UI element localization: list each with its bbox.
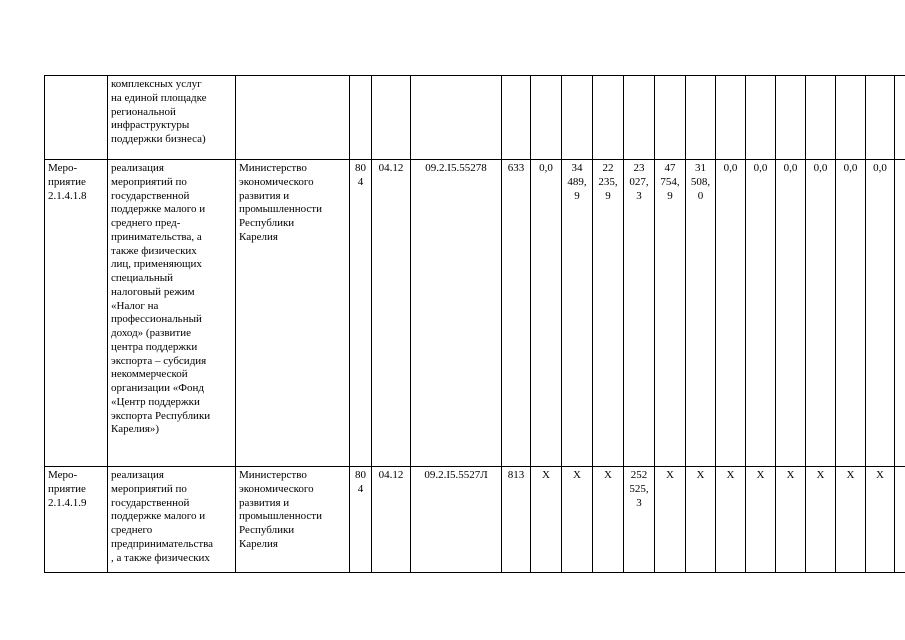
measure-description-cell: комплексных услуг на единой площадке региональной инфраструктуры поддержки бизнеса) (108, 76, 236, 160)
amount-cell-1: 0,0 (531, 160, 562, 467)
amount-cell-4 (624, 76, 655, 160)
amount-cell-12: 0,0 (866, 160, 895, 467)
amount-cell-8: X (746, 467, 776, 573)
section-code-cell: 04.12 (372, 160, 411, 467)
measure-name-cell: Меро- приятие 2.1.4.1.9 (45, 467, 108, 573)
section-code-cell (372, 76, 411, 160)
amount-cell-1 (531, 76, 562, 160)
amount-cell-6: 31 508, 0 (686, 160, 716, 467)
amount-cell-9: X (776, 467, 806, 573)
expense-type-code-cell: 633 (502, 160, 531, 467)
measure-description-cell: реализация мероприятий по государственной поддержке малого и среднего предпринимательства , а также физических (108, 467, 236, 573)
amount-cell-9: 0,0 (776, 160, 806, 467)
amount-cell-1: X (531, 467, 562, 573)
target-article-code-cell: 09.2.I5.55278 (411, 160, 502, 467)
amount-cell-2 (562, 76, 593, 160)
measure-name-cell: Меро- приятие 2.1.4.1.8 (45, 160, 108, 467)
amount-cell-8: 0,0 (746, 160, 776, 467)
amount-cell-6 (686, 76, 716, 160)
table-row (45, 467, 905, 573)
amount-cell-3 (593, 76, 624, 160)
amount-cell-10: X (806, 467, 836, 573)
amount-cell-10: 0,0 (806, 160, 836, 467)
executor-cell: Министерство экономического развития и промышленности Республики Карелия (236, 467, 350, 573)
amount-cell-13 (895, 467, 905, 573)
amount-cell-2: 34 489, 9 (562, 160, 593, 467)
amount-cell-11: 0,0 (836, 160, 866, 467)
grbs-code-cell: 80 4 (350, 467, 372, 573)
amount-cell-11: X (836, 467, 866, 573)
executor-cell: Министерство экономического развития и промышленности Республики Карелия (236, 160, 350, 467)
amount-cell-3: X (593, 467, 624, 573)
measure-description-cell: реализация мероприятий по государственной поддержке малого и среднего пред- принимательства, а также физических лиц, применяющих специальный налоговый режим «Налог на профессиональный доход» (развитие центра поддержки экспорта – субсидия некоммерческой организации «Фонд «Центр поддержки экспорта Республики Карелия») (108, 160, 236, 467)
amount-cell-5: X (655, 467, 686, 573)
amount-cell-4: 23 027, 3 (624, 160, 655, 467)
amount-cell-8 (746, 76, 776, 160)
amount-cell-12 (866, 76, 895, 160)
amount-cell-7: X (716, 467, 746, 573)
amount-cell-11 (836, 76, 866, 160)
section-code-cell: 04.12 (372, 467, 411, 573)
amount-cell-9 (776, 76, 806, 160)
amount-cell-7 (716, 76, 746, 160)
target-article-code-cell: 09.2.I5.5527Л (411, 467, 502, 573)
grbs-code-cell: 80 4 (350, 160, 372, 467)
amount-cell-13 (895, 160, 905, 467)
amount-cell-7: 0,0 (716, 160, 746, 467)
measure-name-cell (45, 76, 108, 160)
grbs-code-cell (350, 76, 372, 160)
target-article-code-cell (411, 76, 502, 160)
amount-cell-3: 22 235, 9 (593, 160, 624, 467)
amount-cell-10 (806, 76, 836, 160)
budget-table (44, 75, 905, 573)
amount-cell-12: X (866, 467, 895, 573)
amount-cell-5 (655, 76, 686, 160)
amount-cell-5: 47 754, 9 (655, 160, 686, 467)
table-row (45, 76, 905, 160)
expense-type-code-cell: 813 (502, 467, 531, 573)
table-body (45, 76, 905, 573)
amount-cell-13 (895, 76, 905, 160)
amount-cell-2: X (562, 467, 593, 573)
amount-cell-4: 252 525, 3 (624, 467, 655, 573)
expense-type-code-cell (502, 76, 531, 160)
executor-cell (236, 76, 350, 160)
table-row (45, 160, 905, 467)
amount-cell-6: X (686, 467, 716, 573)
